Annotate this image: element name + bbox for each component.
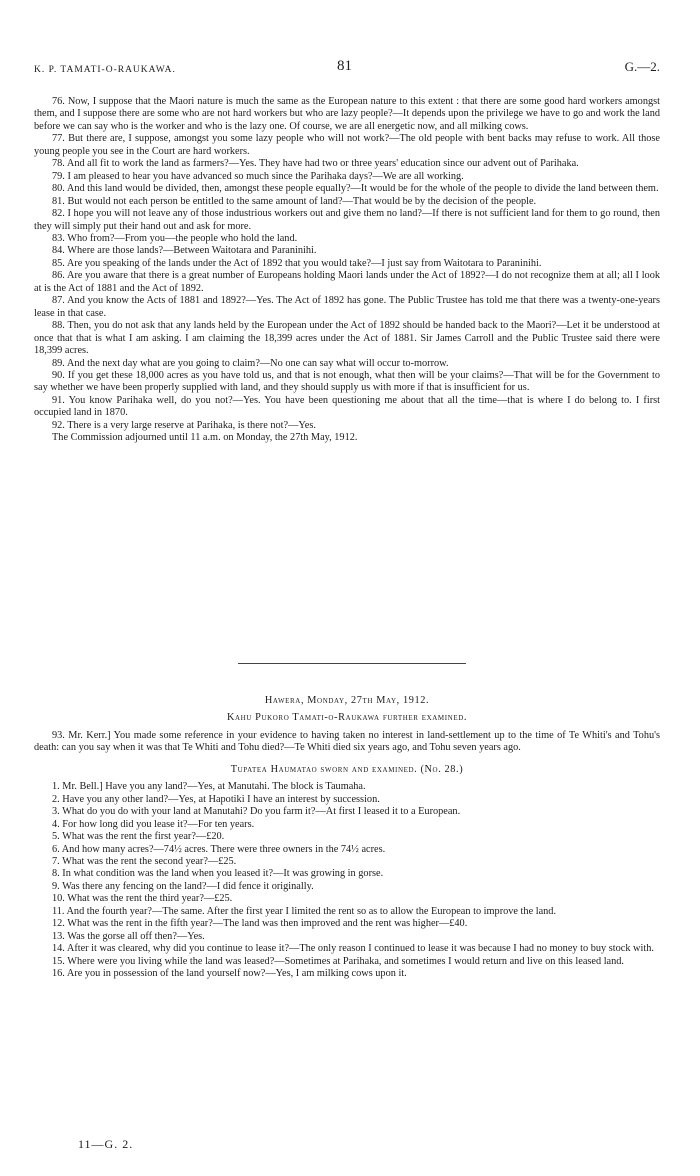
question-79: 79. I am pleased to hear you have advanced so much since the Parihaka days?—We are all working. [52,170,464,182]
q-5: 5. What was the rent the first year?—£20. [52,831,225,843]
q-6: 6. And how many acres?—74½ acres. There were three owners in the 74½ acres. [52,843,386,855]
q-1: 1. Mr. Bell.] Have you any land?—Yes, at Manutahi. The block is Taumaha. [52,781,366,793]
question-82: 82. I hope you will not leave any of those industrious workers out and give them no land?—If there is not sufficient land for them to go round, then they will simply put their hand out and ask for more. [34,208,660,232]
question-90: 90. If you get these 18,000 acres as you have told us, and that is not enough, what then will be your claims?—That will be for the Government to say whether we have been properly supplied with land, and they should supply us with more if that is insufficient for us. [34,369,660,394]
evidence-block-1 [34,96,660,445]
question-81: 81. But would not each person be entitled to the same amount of land?—That would be by the decision of the people. [52,195,537,207]
section-divider [238,663,466,664]
q-8: 8. In what condition was the land when you leased it?—It was growing in gorse. [52,868,384,880]
footer-signature: 11—G. 2. [78,1137,134,1151]
question-93: 93. Mr. Kerr.] You made some reference in your evidence to having taken no interest in land-settlement up to the time of Te Whiti's and Tohu's death: can you say when it was that Te Whiti and Tohu died?—Te Whiti died six years ago, and Tohu seven years ago. [34,729,660,754]
q-9: 9. Was there any fencing on the land?—I did fence it originally. [52,880,314,892]
q-11: 11. And the fourth year?—The same. After the first year I limited the rent so as to allow the European to improve the land. [52,905,557,917]
q-12: 12. What was the rent in the fifth year?—The land was then improved and the rent was higher—£40. [52,918,468,930]
question-91: 91. You know Parihaka well, do you not?—Yes. You have been questioning me about that all the time—that is where I do belong to. I first occupied land in 1870. [34,394,660,419]
evidence-block-2 [34,695,660,981]
adjournment-note: The Commission adjourned until 11 a.m. on Monday, the 27th May, 1912. [52,432,358,444]
question-84: 84. Where are those lands?—Between Waitotara and Paraninihi. [52,245,317,257]
question-77: 77. But there are, I suppose, amongst you some lazy people who will not work?—The old people with bent backs may refuse to work. All those young people you see in the Court are hard workers. [34,133,660,157]
q-13: 13. Was the gorse all off then?—Yes. [52,930,205,942]
q-10: 10. What was the rent the third year?—£25. [52,893,233,905]
question-76: 76. Now, I suppose that the Maori nature is much the same as the European nature to this extent : that there are some good hard workers amongst them, and I suppose there are some who are not hard workers but who are lazy people?—It depends upon the privilege we have to go and work the land before we can say who is the worker and who is the lazy one. Of course, we are all energetic now, and all milking cows. [34,96,660,132]
q-4: 4. For how long did you lease it?—For ten years. [52,818,255,830]
header-paper-ref: G.—2. [624,59,660,74]
question-80: 80. And this land would be divided, then, amongst these people equally?—It would be for the whole of the people to divide the land between them. [52,183,659,195]
question-92: 92. There is a very large reserve at Parihaka, is there not?—Yes. [52,419,316,431]
question-86: 86. Are you aware that there is a great number of Europeans holding Maori lands under the Act of 1892?—I do not recognize them at all; all I look at is the Act of 1881 and the Act of 1892. [34,270,660,294]
question-88: 88. Then, you do not ask that any lands held by the European under the Act of 1892 should be handed back to the Maori?—Let it be understood at once that that is what I am asking. I am claiming the 18,399 acres under the Act of 1881. Sir James Carroll and the Public Trustee said there were 18,399 acres. [34,320,660,357]
q-15: 15. Where were you living while the land was leased?—Sometimes at Parihaka, and sometimes I would return and live on this leased land. [52,955,624,967]
q-3: 3. What do you do with your land at Manutahi? Do you farm it?—At first I leased it to a European. [52,806,461,818]
witness2-heading: Tupatea Haumatao sworn and examined. (No. 28.) [230,763,464,775]
header-running-title: K. P. TAMATI-O-RAUKAWA. [34,65,176,75]
question-78: 78. And all fit to work the land as farmers?—Yes. They have had two or three years' education since our advent out of Parihaka. [52,158,579,170]
q-7: 7. What was the rent the second year?—£25. [52,855,237,867]
q-2: 2. Have you any other land?—Yes, at Hapotiki I have an interest by succession. [52,793,380,805]
page-header [34,58,660,78]
question-89: 89. And the next day what are you going to claim?—No one can say what will occur to-morrow. [52,357,449,369]
page-number: 81 [337,58,352,74]
dateline: Hawera, Monday, 27th May, 1912. [264,695,430,706]
question-85: 85. Are you speaking of the lands under the Act of 1892 that you would take?—I just say from Waitotara to Paraninihi. [52,257,542,269]
question-83: 83. Who from?—From you—the people who hold the land. [52,232,298,244]
q-16: 16. Are you in possession of the land yourself now?—Yes, I am milking cows upon it. [52,968,407,980]
witness-heading: Kahu Pukoro Tamati-o-Raukawa further examined. [226,712,468,724]
question-87: 87. And you know the Acts of 1881 and 1892?—Yes. The Act of 1892 has gone. The Public Trustee has told me that there was a twenty-one-years lease in that case. [34,295,660,319]
q-14: 14. After it was cleared, why did you continue to lease it?—The only reason I continued to lease it was because I had no money to buy stock with. [52,943,654,955]
